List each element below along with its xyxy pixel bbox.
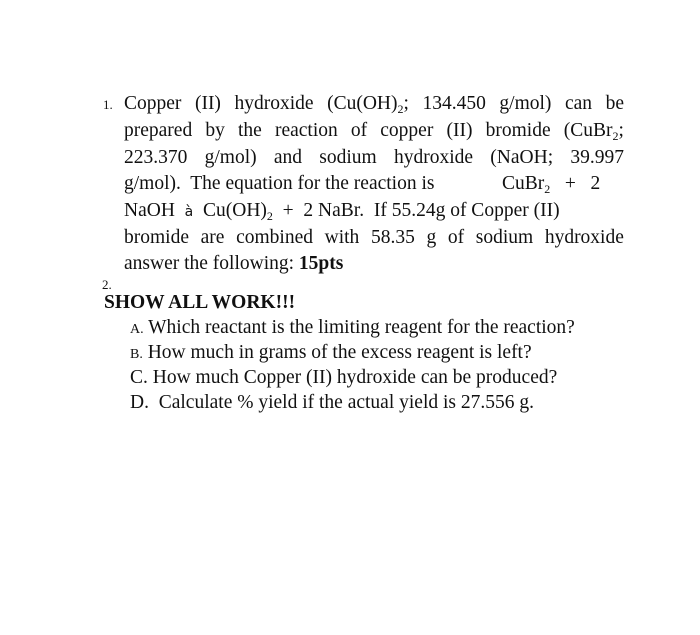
question-1-line-3: 223.370 g/mol) and sodium hydroxide (NaOH; 39.997 [124, 147, 624, 168]
show-work-heading: SHOW ALL WORK!!! [104, 292, 296, 313]
part-c-letter: C. [130, 367, 148, 388]
part-b-letter: B. [130, 347, 143, 362]
question-1-line-5: NaOH à $Cu(OH)_2 + 2$ NaBr. If 55.24g of Copper (II) [124, 200, 560, 223]
question-1-line-6: bromide are combined with 58.35 g of sodium hydroxide [124, 227, 624, 248]
part-d [130, 390, 534, 416]
part-a-text: Which reactant is the limiting reagent for the reaction? [148, 317, 575, 338]
part-a-letter: A. [130, 322, 144, 337]
question-1-line-1: Copper (II) hydroxide ($Cu(OH)_2$; 134.450 g/mol) can be [124, 93, 624, 116]
part-d-text: Calculate % yield if the actual yield is 27.556 g. [158, 392, 534, 413]
part-b-text: How much in grams of the excess reagent is left? [147, 342, 532, 363]
question-1-line-7: answer the following: 15pts [124, 253, 344, 274]
part-d-letter: D. [130, 392, 149, 413]
question-1-line-4: g/mol). The equation for the reaction is [124, 173, 435, 194]
question-1-number: 1. [103, 97, 113, 112]
question-1-line-2: prepared by the reaction of copper (II) bromide (CuBr$_2$; [124, 120, 624, 143]
part-c [130, 365, 557, 391]
part-b [130, 340, 532, 368]
part-a [130, 315, 575, 343]
reaction-equation-part-1: CuBr$_2$ + 2 [502, 173, 601, 196]
question-2-number: 2. [102, 277, 112, 292]
points-label: 15pts [298, 253, 344, 274]
part-c-text: How much Copper (II) hydroxide can be produced? [152, 367, 558, 388]
